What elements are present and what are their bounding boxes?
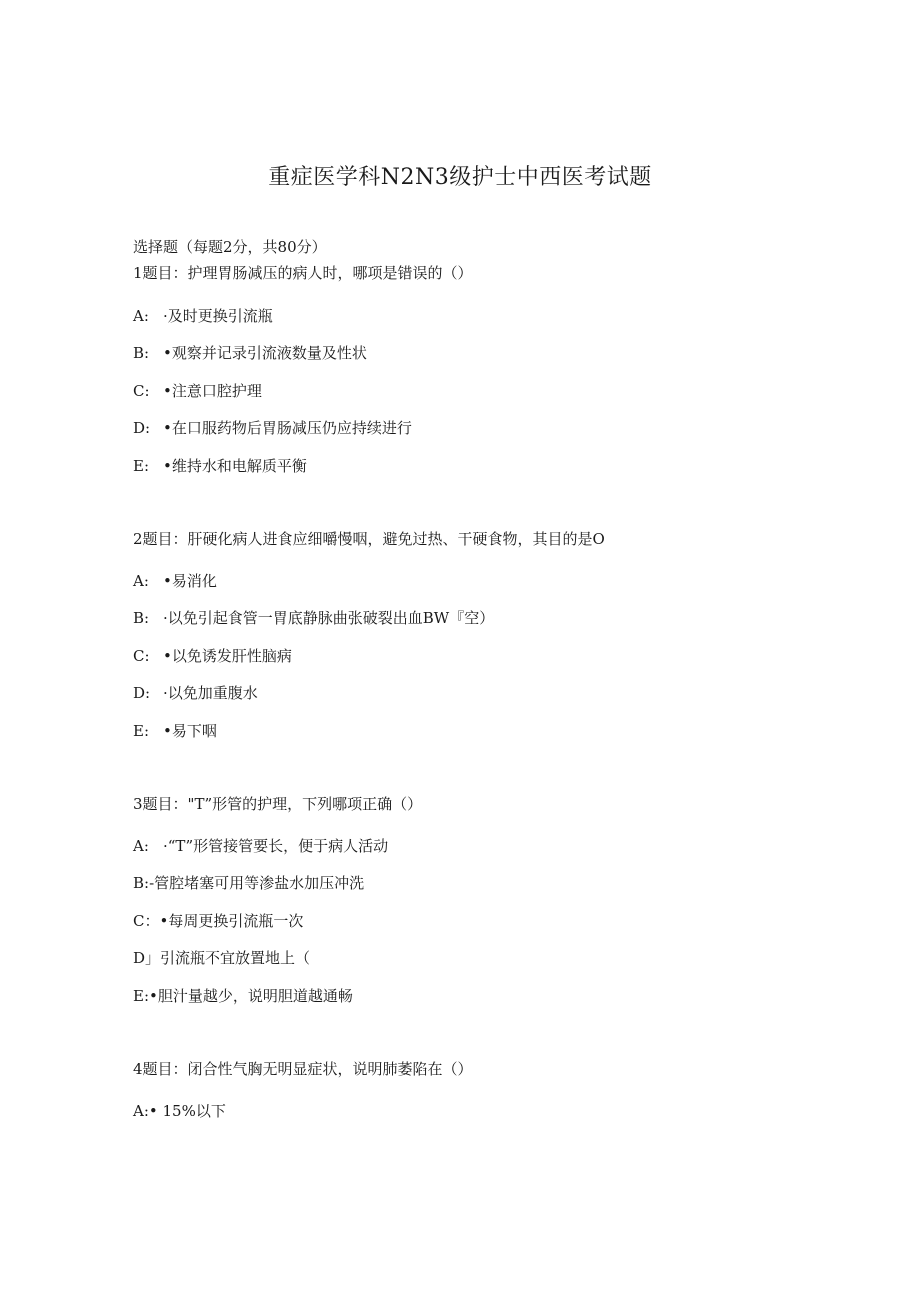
option-text: •在口服药物后胃肠减压仍应持续进行	[163, 419, 412, 437]
q1-option-b	[133, 342, 367, 364]
option-text: ·以免加重腹水	[163, 684, 258, 702]
q1-option-c	[133, 380, 262, 402]
option-label: E:	[133, 457, 150, 475]
option-label: E:	[133, 722, 150, 740]
option-label: A:	[133, 307, 149, 325]
option-text: •维持水和电解质平衡	[163, 457, 307, 475]
option-label: B:	[133, 344, 150, 362]
q1-option-d	[133, 417, 412, 439]
q3-option-a	[133, 835, 388, 857]
section-header: 选择题（每题2分，共80分）	[133, 238, 327, 256]
q1-option-e	[133, 455, 307, 477]
q1-option-a	[133, 305, 273, 327]
q2-option-d	[133, 682, 258, 704]
question-4: 4题目：闭合性气胸无明显症状，说明肺萎陷在（）	[133, 1060, 473, 1078]
option-text: ·以免引起食管一胃底静脉曲张破裂出血BW『空）	[163, 609, 495, 627]
q3-option-d: D」引流瓶不宜放置地上（	[133, 949, 311, 967]
option-text: ·“T”形管接管要长，便于病人活动	[163, 837, 389, 855]
q4-option-a: A:• 15%以下	[133, 1102, 226, 1120]
option-label: C:	[133, 382, 150, 400]
q2-option-e	[133, 720, 217, 742]
option-text: •易消化	[163, 572, 217, 590]
option-text: •注意口腔护理	[163, 382, 262, 400]
option-text: •易下咽	[163, 722, 217, 740]
q3-option-e: E:•胆汁量越少，说明胆道越通畅	[133, 987, 353, 1005]
option-label: C:	[133, 647, 150, 665]
question-2: 2题目：肝硬化病人进食应细嚼慢咽，避免过热、干硬食物，其目的是O	[133, 530, 605, 548]
q3-option-b: B:-管腔堵塞可用等渗盐水加压冲洗	[133, 874, 365, 892]
question-3: 3题目："T”形管的护理，下列哪项正确（）	[133, 795, 423, 813]
option-text: ·及时更换引流瓶	[163, 307, 273, 325]
page-title: 重症医学科N2N3级护士中西医考试题	[268, 165, 652, 190]
option-label: D:	[133, 684, 151, 702]
option-label: D:	[133, 419, 151, 437]
q2-option-c	[133, 645, 292, 667]
q2-option-b	[133, 607, 494, 629]
question-1: 1题目：护理胃肠减压的病人时，哪项是错误的（）	[133, 264, 473, 282]
q2-option-a	[133, 570, 217, 592]
option-text: •以免诱发肝性脑病	[163, 647, 292, 665]
option-label: B:	[133, 609, 150, 627]
q3-option-c: C：•每周更换引流瓶一次	[133, 912, 304, 930]
option-text: •观察并记录引流液数量及性状	[163, 344, 367, 362]
option-label: A:	[133, 572, 149, 590]
option-label: A:	[133, 837, 149, 855]
